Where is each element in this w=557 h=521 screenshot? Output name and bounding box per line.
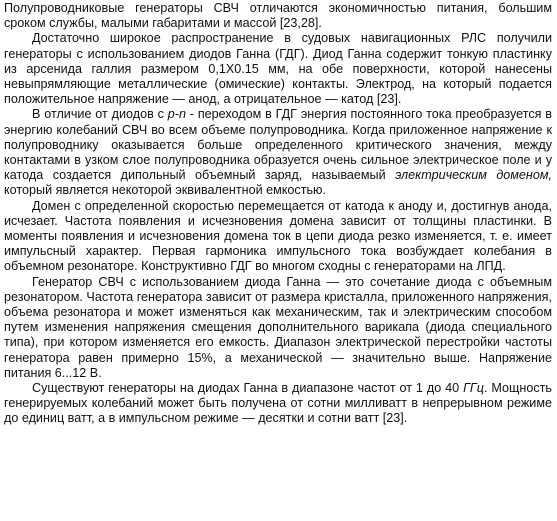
paragraph-frequency-range <box>4 381 552 427</box>
paragraph-domain-motion <box>4 199 552 275</box>
paragraph-frequency-range-text-a: Существуют генераторы на диодах Ганна в диапазоне частот от 1 до 40 <box>32 381 464 396</box>
pn-junction-term: р-n <box>167 107 186 122</box>
paragraph-gunn-diode <box>4 31 552 107</box>
paragraph-domain-text-a: В отличие от диодов с <box>32 107 168 122</box>
paragraph-gunn-diode-text: Достаточно широкое распространение в судовых навигационных РЛС получили генераторы с использованием диодов Ганна (ГДГ). Диод Ганна содержит тонкую пластинку из арсенида галлия размером 0,1Х0.15 мм, на обе поверхности, которой нанесены невыпрямляющие металлические (омические) контакты. Электрод, на который подается положительное напряжение — анод, а отрицательное — катод [23]. <box>4 31 552 107</box>
paragraph-frequency-range-text-b: . Мощность генерируемых колебаний может быть получена от сотни милливатт в непрерывном режиме до единиц ватт, а в импульсном режиме — десятки и сотни ватт [23]. <box>4 381 552 426</box>
paragraph-domain <box>4 107 552 198</box>
paragraph-intro <box>4 1 552 31</box>
paragraph-domain-text-b: - переходом в ГДГ энергия постоянного тока преобразуется в энергию колебаний СВЧ во всем объеме полупроводника. Когда приложенное напряжение к полупроводнику оказывается больше определенного критического значения, между контактами в узком слое полупроводника образуется очень сильное электрическое поле и у катода создается дипольный объемный заряд, называемый <box>4 107 552 183</box>
paragraph-intro-text: Полупроводниковые генераторы СВЧ отличаются экономичностью питания, большим сроком службы, малыми габаритами и массой [23,28]. <box>4 1 552 31</box>
paragraph-domain-text-c: который является некоторой эквивалентной емкостью. <box>4 183 326 198</box>
paragraph-generator <box>4 275 552 381</box>
electric-domain-term: электрическим доменом, <box>395 168 552 183</box>
paragraph-domain-motion-text: Домен с определенной скоростью перемещается от катода к аноду и, достигнув анода, исчезает. Частота появления и исчезновения домена зависит от толщины пластинки. В моменты появления и исчезновения домена ток в цепи диода резко изменяется, т. е. имеет импульсный характер. Первая гармоника импульсного тока возбуждает колебания в объемном резонаторе. Конструктивно ГДГ во многом сходны с генераторами на ЛПД. <box>4 198 552 274</box>
frequency-unit: ГГц <box>463 381 484 396</box>
paragraph-generator-text: Генератор СВЧ с использованием диода Ганна — это сочетание диода с объемным резонатором. Частота генератора зависит от размера кристалла, приложенного напряжения, объема резонатора и может изменяться как механическим, так и электрическим способом путем изменения напряжения смещения дополнительного варикапа (диода специального типа), при котором изменяется его емкость. Диапазон электрической перестройки частоты генератора равен примерно 15%, а механической — значительно выше. Напряжение питания 6...12 В. <box>4 274 552 380</box>
